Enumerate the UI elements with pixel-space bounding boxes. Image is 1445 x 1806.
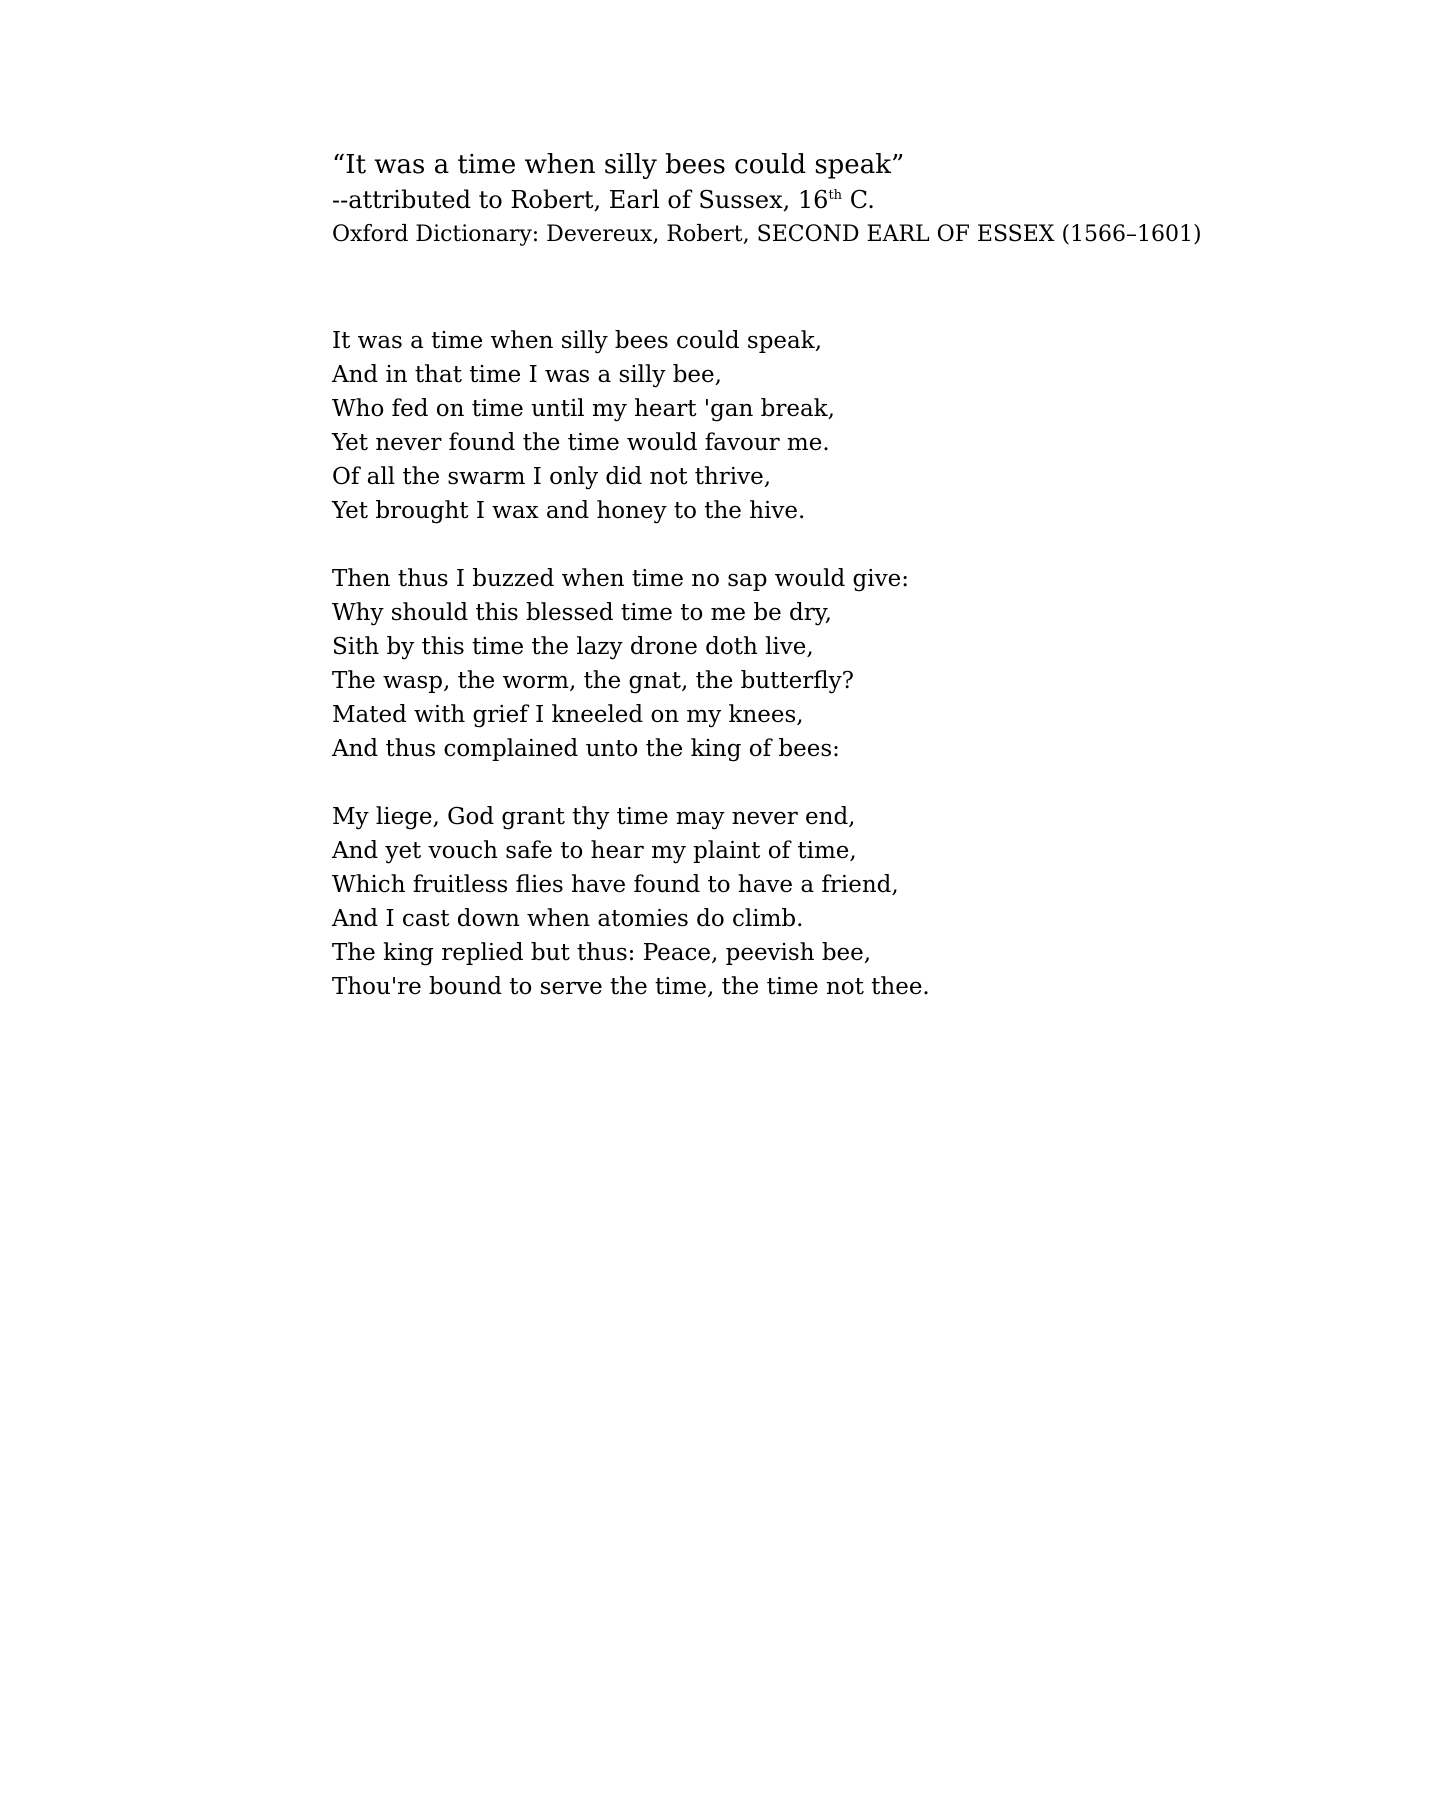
attribution-century: C. <box>842 186 875 214</box>
poem-line: Which fruitless flies have found to have a friend, <box>332 872 899 898</box>
poem-line: My liege, God grant thy time may never end, <box>332 804 856 830</box>
poem-line: Who fed on time until my heart 'gan break, <box>332 396 835 422</box>
poem-line: Yet brought I wax and honey to the hive. <box>332 498 806 524</box>
poem-line: The wasp, the worm, the gnat, the butterfly? <box>332 668 854 694</box>
poem-line: Then thus I buzzed when time no sap would give: <box>332 566 909 592</box>
poem-line: Of all the swarm I only did not thrive, <box>332 464 772 490</box>
poem-title: “It was a time when silly bees could speak” <box>332 150 905 180</box>
poem-line: And yet vouch safe to hear my plaint of time, <box>332 838 857 864</box>
poem-line: Sith by this time the lazy drone doth live, <box>332 634 814 660</box>
poem-line: It was a time when silly bees could speak, <box>332 328 823 354</box>
poem-line: Why should this blessed time to me be dry, <box>332 600 832 626</box>
poem-line: And thus complained unto the king of bees: <box>332 736 840 762</box>
attribution <box>332 182 1332 218</box>
stanza-2 <box>332 562 1332 766</box>
poem-line: The king replied but thus: Peace, peevish bee, <box>332 940 872 966</box>
stanza-3 <box>332 800 1332 1004</box>
document-header <box>332 148 1332 252</box>
stanza-1 <box>332 324 1332 528</box>
poem-line: Mated with grief I kneeled on my knees, <box>332 702 804 728</box>
oxford-reference: Oxford Dictionary: Devereux, Robert, SECOND EARL OF ESSEX (1566–1601) <box>332 222 1202 247</box>
poem-line: Yet never found the time would favour me. <box>332 430 830 456</box>
attribution-ordinal: th <box>828 188 843 203</box>
poem-body <box>332 324 1332 1038</box>
poem-line: Thou're bound to serve the time, the time not thee. <box>332 974 930 1000</box>
poem-line: And in that time I was a silly bee, <box>332 362 722 388</box>
poem-line: And I cast down when atomies do climb. <box>332 906 804 932</box>
attribution-text: --attributed to Robert, Earl of Sussex, 16 <box>332 186 829 214</box>
